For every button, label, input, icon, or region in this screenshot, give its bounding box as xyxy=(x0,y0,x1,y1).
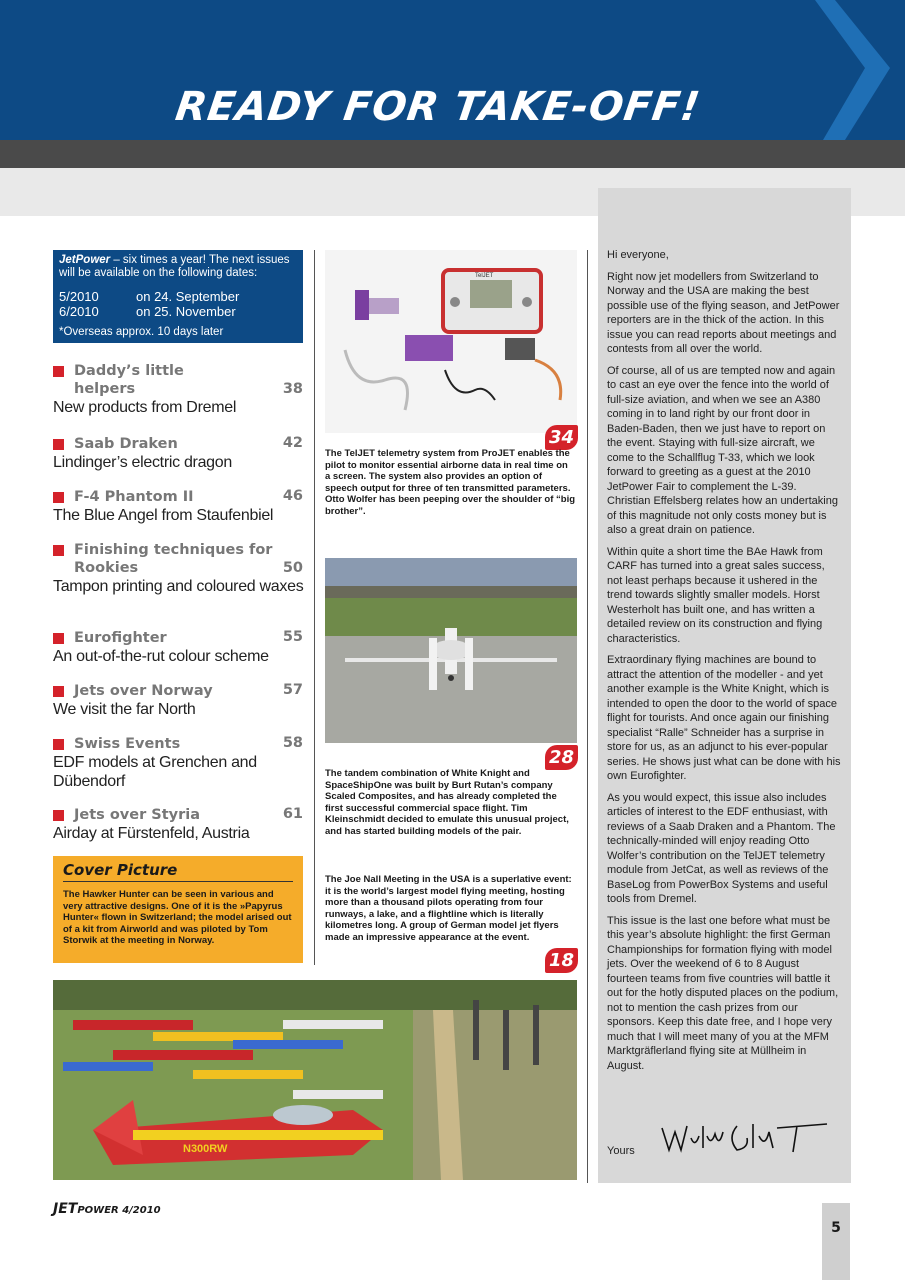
feature-photo-teljet[interactable] xyxy=(325,250,577,433)
editorial-paragraph: As you would expect, this issue also includes articles of interest to the EDF enthusiast, with reviews of a Saab Draken and a Phantom. The technically-minded will enjoy reading Otto Wolfer’s contribution on the TelJET telemetry module from JetCat, as well as reviews of the BaseLog from PowerBox Systems and useful tools from Dremel. xyxy=(607,791,836,905)
feature-caption: The TelJET telemetry system from ProJET enables the pilot to monitor essential airborne data in real time on a screen. The system also provides an option of speech output for three of ten transmitted parameters. Otto Wolfer has been peeping over the shoulder of “big brother”. xyxy=(325,448,576,517)
dates-row xyxy=(59,304,297,319)
page-number-tab xyxy=(822,1203,850,1280)
teljet-device-label: TelJET xyxy=(475,273,494,279)
page-badge: 18 xyxy=(545,948,578,973)
editorial-paragraph: Of course, all of us are tempted now and again to cast an eye over the fence into the world of full-size aviation, and when we see an A380 coming in to land right by our front door in Baden-Baden, then we just have to report on the event. Staying with full-size aircraft, we come to the Schallflug T-33, which we look forward to greeting as a guest at the 2010 JetPower Fair to complement the L-39. Christian Effelsberg relates how an undertaking of this magnitude not only costs money but is also a great drain on patience. xyxy=(607,364,838,536)
bullet-square-icon xyxy=(53,492,64,503)
issue-date: on 24. September xyxy=(136,289,240,304)
toc-title: Jets over Norway xyxy=(74,683,213,699)
dates-row xyxy=(59,289,297,304)
toc-subtitle: An out-of-the-rut colour scheme xyxy=(53,648,269,665)
toc-title: F-4 Phantom II xyxy=(74,489,194,505)
bullet-square-icon xyxy=(53,439,64,450)
toc-subtitle: Lindinger’s electric dragon xyxy=(53,454,232,471)
toc-page-number: 50 xyxy=(282,560,303,576)
toc-item[interactable] xyxy=(53,362,305,435)
table-of-contents xyxy=(53,362,305,859)
footer-brand-issue: POWER 4/2010 xyxy=(77,1205,161,1216)
toc-item[interactable] xyxy=(53,488,305,541)
toc-title: Eurofighter xyxy=(74,630,167,646)
bullet-square-icon xyxy=(53,810,64,821)
page-badge: 34 xyxy=(545,425,578,450)
footer-brand xyxy=(53,1198,161,1217)
toc-item[interactable] xyxy=(53,541,305,629)
toc-subtitle: EDF models at Grenchen and Dübendorf xyxy=(53,754,257,790)
toc-item[interactable] xyxy=(53,735,305,806)
signature-icon xyxy=(657,1118,837,1158)
toc-page-number: 55 xyxy=(282,629,303,645)
dates-brand: JetPower xyxy=(59,254,111,266)
publication-dates-box xyxy=(53,250,303,343)
toc-item[interactable] xyxy=(53,682,305,735)
editorial-paragraph: Extraordinary flying machines are bound to attract the attention of the modeller - and yet another example is the White Knight, which is intended to open the door to the world of space flight for tourists. And once again our finishing specialist “Ralle” Schneider has a surprise in store for us, as an adjunct to his ever-popular series. He shows just what can be done with his own Eurofighter. xyxy=(607,654,841,782)
footer-brand-jet: JET xyxy=(53,1201,78,1217)
bullet-square-icon xyxy=(53,633,64,644)
feature-photo-joe-nall[interactable] xyxy=(53,980,577,1180)
closing-text: Yours xyxy=(607,1144,635,1157)
feature-caption: The tandem combination of White Knight and SpaceShipOne was built by Burt Rutan’s company Scaled Composites, and has already completed the first successful commercial space flight. Tim Kleinschmidt decided to emulate this unusual project, and has started building models of the pair. xyxy=(325,768,569,837)
toc-title: Saab Draken xyxy=(74,436,178,452)
cover-title: Cover Picture xyxy=(63,861,293,882)
column-divider xyxy=(314,250,315,965)
toc-subtitle: The Blue Angel from Staufenbiel xyxy=(53,507,274,524)
page-badge: 28 xyxy=(545,745,578,770)
feature-photo-white-knight[interactable] xyxy=(325,558,577,743)
page-title: READY FOR TAKE-OFF! xyxy=(172,84,704,130)
signature-row xyxy=(607,1118,837,1158)
header-stripe-dark xyxy=(0,140,905,168)
toc-title: Swiss Events xyxy=(74,736,181,752)
dates-list xyxy=(59,289,297,319)
issue-number: 5/2010 xyxy=(59,289,99,304)
toc-title: Finishing techniques for Rookies xyxy=(74,542,273,576)
cover-text: The Hawker Hunter can be seen in various and very attractive designs. One of it is the »Papyrus Hunter« flown in Switzerland; the model arised out of a kit from Airworld and was piloted by Tom Storwik at the meeting in Norway. xyxy=(63,889,292,946)
editorial-paragraph: Right now jet modellers from Switzerland to Norway and the USA are making the best possible use of the flying season, and JetPower reporters are in the thick of the action. In this issue you can read reports about meetings and contests from all over the world. xyxy=(607,270,840,355)
joe-nall-photo-graphic xyxy=(53,980,577,1180)
toc-item[interactable] xyxy=(53,629,305,682)
issue-number: 6/2010 xyxy=(59,304,99,319)
cover-picture-box xyxy=(53,856,303,963)
bullet-square-icon xyxy=(53,739,64,750)
toc-subtitle: We visit the far North xyxy=(53,701,196,718)
toc-page-number: 61 xyxy=(282,806,303,822)
overseas-note: *Overseas approx. 10 days later xyxy=(59,326,224,338)
header-arrow-graphic xyxy=(795,0,905,140)
bullet-square-icon xyxy=(53,686,64,697)
toc-page-number: 57 xyxy=(282,682,303,698)
toc-subtitle: Airday at Fürstenfeld, Austria xyxy=(53,825,250,842)
toc-page-number: 58 xyxy=(282,735,303,751)
bullet-square-icon xyxy=(53,366,64,377)
editorial-column xyxy=(598,188,851,1183)
toc-page-number: 38 xyxy=(282,381,303,397)
editorial-paragraph: This issue is the last one before what must be this year’s absolute highlight: the first German Championships for formation flying with model jets. Over the weekend of 6 to 8 August fourteen teams from five countries will battle it out for the hotly disputed places on the podium, not to mention the cash prizes from our sponsors. Keep this date free, and I hope very much that I will meet many of you at the MFM Marktgräflerland flying site at Müllheim in August. xyxy=(607,914,839,1072)
page-number: 5 xyxy=(831,1220,841,1236)
white-knight-photo-graphic xyxy=(325,558,577,743)
dates-intro: – six times a year! The next issues will be available on the following dates: xyxy=(59,254,290,279)
issue-date: on 25. November xyxy=(136,304,236,319)
bullet-square-icon xyxy=(53,545,64,556)
toc-subtitle: New products from Dremel xyxy=(53,399,237,416)
editorial-paragraph: Within quite a short time the BAe Hawk from CARF has turned into a great sales success, not least perhaps because it ushered in the trend towards slightly smaller models. Horst Westerholt has built one, and has written a detailed review on its construction and flying characteristics. xyxy=(607,545,825,645)
editorial-paragraph: Hi everyone, xyxy=(607,249,669,261)
toc-title: Daddy’s little helpers xyxy=(74,363,184,397)
toc-page-number: 46 xyxy=(282,488,303,504)
toc-page-number: 42 xyxy=(282,435,303,451)
toc-item[interactable] xyxy=(53,806,305,859)
toc-title: Jets over Styria xyxy=(74,807,201,823)
plane-registration: N300RW xyxy=(183,1143,228,1155)
teljet-photo-graphic xyxy=(325,250,577,433)
feature-caption: The Joe Nall Meeting in the USA is a superlative event: it is the world’s largest model flying meeting, hosting more than a thousand pilots operating from four runways, a lake, and a flightline which is literally kilometres long. A group of German model jet flyers made an impressive appearance at the event. xyxy=(325,874,572,943)
column-divider xyxy=(587,250,588,1183)
toc-item[interactable] xyxy=(53,435,305,488)
toc-subtitle: Tampon printing and coloured waxes xyxy=(53,578,304,595)
